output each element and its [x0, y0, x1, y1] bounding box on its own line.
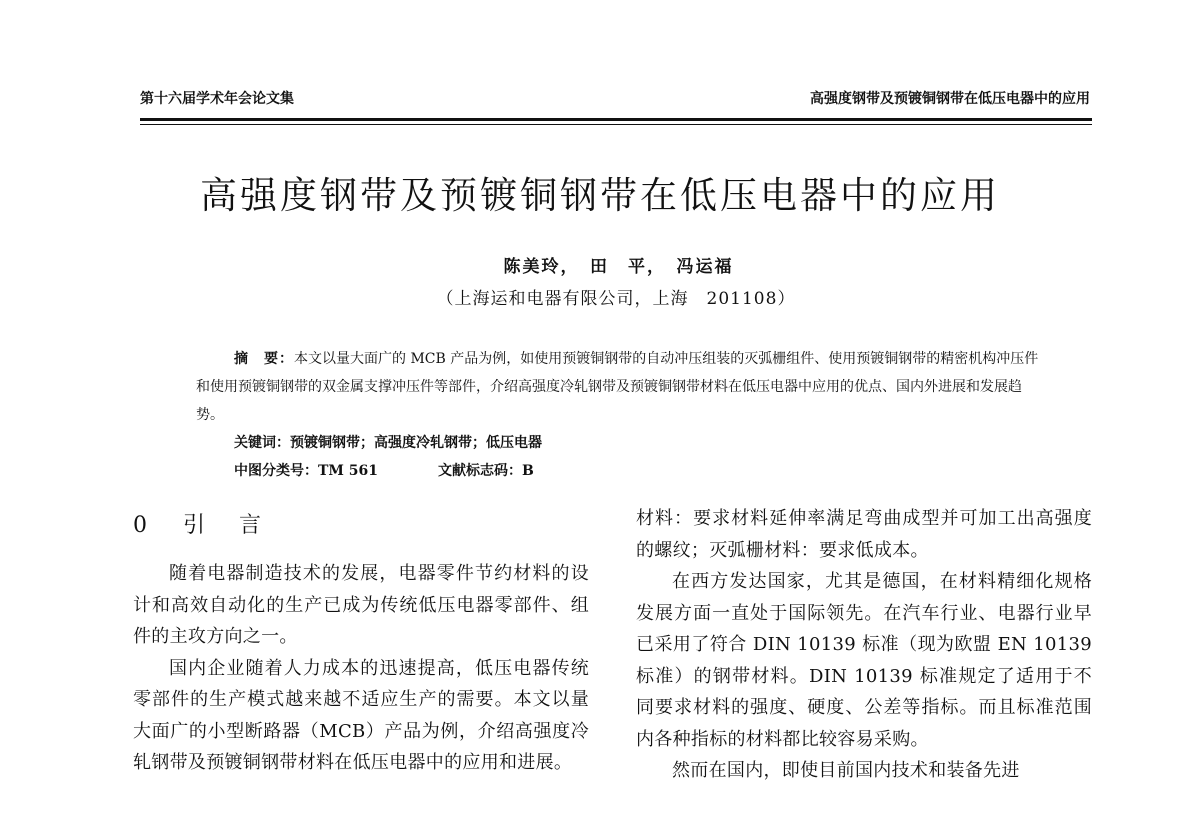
- classification-line: [196, 457, 1046, 485]
- keywords-label: 关键词：: [234, 435, 290, 451]
- right-paragraph-1: 材料：要求材料延伸率满足弯曲成型并可加工出高强度的螺纹；灭弧栅材料：要求低成本。: [636, 508, 1092, 561]
- section-heading: [133, 500, 589, 558]
- authors: 陈美玲， 田 平， 冯运福: [503, 257, 734, 277]
- right-column: [636, 503, 1092, 787]
- section-title-char-2: 言: [239, 513, 262, 538]
- right-paragraph-3: 然而在国内，即使目前国内技术和装备先进: [672, 760, 1020, 781]
- abstract-label: 摘 要：: [234, 351, 294, 367]
- paper-title: 高强度钢带及预镀铜钢带在低压电器中的应用: [200, 174, 1000, 217]
- header-proceedings-title: 第十六届学术年会论文集: [140, 91, 294, 107]
- section-title-char-1: 引: [183, 513, 206, 538]
- keywords-line: [196, 429, 1046, 457]
- clc-number: TM 561: [318, 463, 379, 479]
- clc-label: 中图分类号：: [234, 463, 318, 479]
- header-rule-thin: [140, 124, 1092, 125]
- doc-code-label: 文献标志码：: [438, 463, 523, 479]
- abstract-block: [196, 345, 1046, 485]
- header-rule-thick: [140, 118, 1092, 121]
- abstract-paragraph: [196, 345, 1046, 429]
- keywords: 预镀铜钢带；高强度冷轧钢带；低压电器: [290, 435, 542, 451]
- left-column: [133, 500, 589, 779]
- intro-paragraph-1: 随着电器制造技术的发展，电器零件节约材料的设计和高效自动化的生产已成为传统低压电器零部件、组件的主攻方向之一。: [133, 563, 589, 647]
- header-paper-title: 高强度钢带及预镀铜钢带在低压电器中的应用: [810, 91, 1090, 107]
- doc-code: B: [522, 463, 534, 479]
- affiliation: （上海运和电器有限公司，上海 201108）: [436, 289, 796, 309]
- right-paragraph-2: 在西方发达国家，尤其是德国，在材料精细化规格发展方面一直处于国际领先。在汽车行业、电器行业早已采用了符合 DIN 10139 标准（现为欧盟 EN 10139 标准）的钢带材料。DIN 10139 标准规定了适用于不同要求材料的强度、硬度、公差等指标。而且标准范围内各种指标的材料都比较容易采购。: [636, 571, 1092, 750]
- intro-paragraph-2: 国内企业随着人力成本的迅速提高，低压电器传统零部件的生产模式越来越不适应生产的需要。本文以量大面广的小型断路器（MCB）产品为例，介绍高强度冷轧钢带及预镀铜钢带材料在低压电器中的应用和进展。: [133, 657, 589, 773]
- running-header: [140, 88, 1090, 110]
- section-number: 0: [133, 513, 147, 538]
- abstract-text: 本文以量大面广的 MCB 产品为例，如使用预镀铜钢带的自动冲压组装的灭弧栅组件、使用预镀铜钢带的精密机构冲压件和使用预镀铜钢带的双金属支撑冲压件等部件，介绍高强度冷轧钢带及预镀铜钢带材料在低压电器中应用的优点、国内外进展和发展趋势。: [196, 351, 1039, 423]
